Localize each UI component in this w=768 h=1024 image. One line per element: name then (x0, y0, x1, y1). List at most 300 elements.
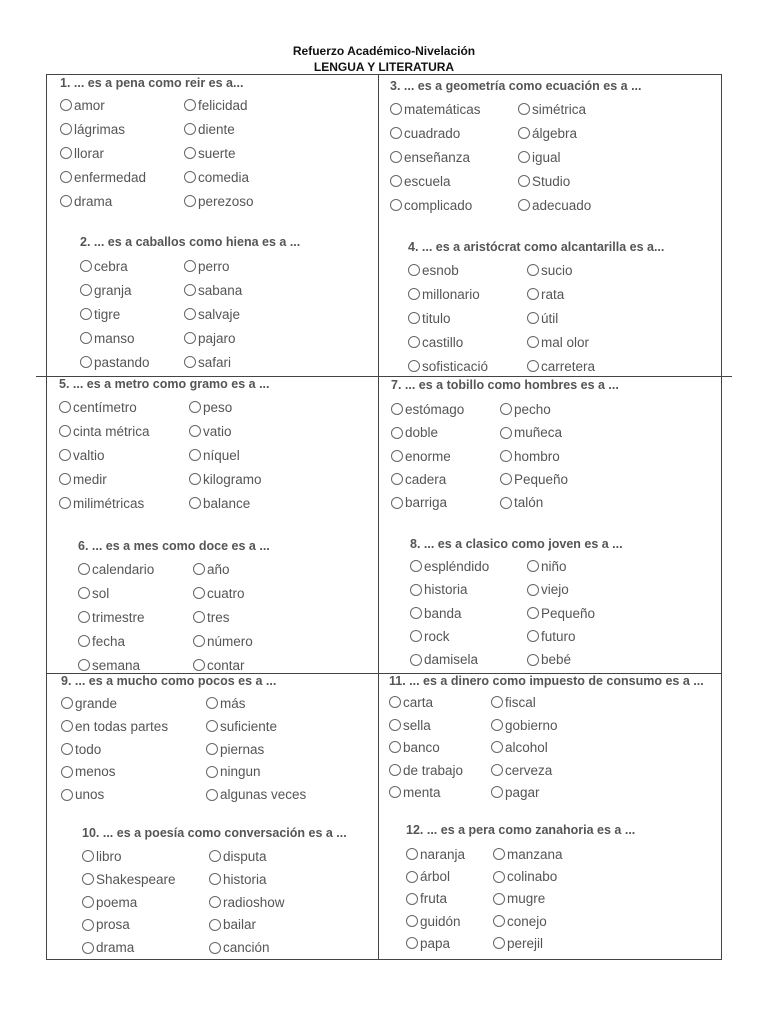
option-radio[interactable] (189, 446, 240, 466)
radio-circle-icon[interactable] (527, 264, 539, 276)
option-radio[interactable] (82, 893, 137, 913)
option-radio[interactable] (518, 100, 586, 120)
option-label: suerte (198, 146, 236, 161)
radio-circle-icon[interactable] (189, 473, 201, 485)
radio-circle-icon[interactable] (410, 607, 422, 619)
question-title: 2. ... es a caballos como hiena es a ... (80, 235, 301, 249)
radio-circle-icon[interactable] (61, 743, 73, 755)
option-radio[interactable] (80, 257, 128, 277)
option-radio[interactable] (518, 148, 561, 168)
option-radio[interactable] (518, 124, 577, 144)
radio-circle-icon[interactable] (78, 635, 90, 647)
option-label: piernas (220, 741, 265, 757)
radio-circle-icon[interactable] (408, 288, 420, 300)
radio-circle-icon[interactable] (82, 919, 94, 931)
option-radio[interactable] (527, 261, 573, 281)
option-radio[interactable] (390, 196, 472, 216)
option-label: historia (223, 871, 267, 887)
option-label: cadera (405, 471, 447, 487)
radio-circle-icon[interactable] (390, 127, 402, 139)
radio-circle-icon[interactable] (408, 336, 420, 348)
option-label: Pequeño (541, 605, 596, 621)
radio-circle-icon[interactable] (518, 127, 530, 139)
radio-circle-icon[interactable] (527, 607, 539, 619)
radio-circle-icon[interactable] (206, 766, 218, 778)
radio-circle-icon[interactable] (206, 697, 218, 709)
option-radio[interactable] (406, 845, 465, 865)
option-radio[interactable] (518, 196, 591, 216)
radio-circle-icon[interactable] (500, 427, 512, 439)
option-radio[interactable] (206, 762, 261, 782)
option-radio[interactable] (408, 261, 459, 281)
radio-circle-icon[interactable] (500, 450, 512, 462)
option-radio[interactable] (389, 693, 433, 713)
option-radio[interactable] (527, 604, 595, 624)
option-radio[interactable] (209, 893, 285, 913)
radio-circle-icon[interactable] (60, 123, 72, 135)
option-radio[interactable] (60, 168, 146, 188)
option-label: naranja (420, 847, 466, 862)
option-label: perezoso (198, 194, 254, 209)
radio-circle-icon[interactable] (193, 659, 205, 671)
radio-circle-icon[interactable] (61, 789, 73, 801)
radio-circle-icon[interactable] (408, 312, 420, 324)
option-radio[interactable] (406, 889, 447, 909)
option-radio[interactable] (193, 584, 245, 604)
radio-circle-icon[interactable] (184, 195, 196, 207)
radio-circle-icon[interactable] (80, 260, 92, 272)
option-radio[interactable] (59, 494, 144, 514)
option-radio[interactable] (518, 172, 570, 192)
option-radio[interactable] (491, 783, 540, 803)
option-radio[interactable] (206, 740, 264, 760)
radio-circle-icon[interactable] (59, 425, 71, 437)
option-radio[interactable] (193, 608, 230, 628)
option-radio[interactable] (60, 96, 105, 116)
option-radio[interactable] (184, 305, 240, 325)
radio-circle-icon[interactable] (406, 871, 418, 883)
radio-circle-icon[interactable] (390, 103, 402, 115)
option-label: todo (75, 741, 102, 757)
radio-circle-icon[interactable] (82, 942, 94, 954)
option-radio[interactable] (193, 656, 245, 676)
radio-circle-icon[interactable] (389, 741, 401, 753)
radio-circle-icon[interactable] (209, 850, 221, 862)
option-radio[interactable] (82, 915, 130, 935)
option-label: barriga (405, 495, 448, 511)
radio-circle-icon[interactable] (408, 264, 420, 276)
option-radio[interactable] (184, 192, 254, 212)
radio-circle-icon[interactable] (389, 786, 401, 798)
radio-circle-icon[interactable] (491, 719, 503, 731)
radio-circle-icon[interactable] (527, 560, 539, 572)
option-label: manzana (507, 847, 563, 862)
option-radio[interactable] (60, 144, 104, 164)
option-radio[interactable] (61, 717, 168, 737)
radio-circle-icon[interactable] (500, 473, 512, 485)
option-radio[interactable] (78, 560, 154, 580)
option-radio[interactable] (410, 650, 478, 670)
option-radio[interactable] (209, 870, 267, 890)
radio-circle-icon[interactable] (80, 356, 92, 368)
option-radio[interactable] (406, 912, 461, 932)
radio-circle-icon[interactable] (390, 151, 402, 163)
option-radio[interactable] (209, 847, 267, 867)
radio-circle-icon[interactable] (78, 611, 90, 623)
option-label: doble (405, 425, 439, 441)
radio-circle-icon[interactable] (61, 697, 73, 709)
option-radio[interactable] (527, 309, 558, 329)
radio-circle-icon[interactable] (60, 195, 72, 207)
option-radio[interactable] (59, 446, 105, 466)
option-radio[interactable] (209, 915, 256, 935)
radio-circle-icon[interactable] (78, 563, 90, 575)
radio-circle-icon[interactable] (189, 401, 201, 413)
option-radio[interactable] (391, 423, 438, 443)
radio-circle-icon[interactable] (78, 587, 90, 599)
option-radio[interactable] (59, 470, 107, 490)
radio-circle-icon[interactable] (60, 147, 72, 159)
option-radio[interactable] (391, 447, 451, 467)
option-label: trimestre (92, 610, 145, 625)
option-radio[interactable] (527, 650, 571, 670)
option-label: lágrimas (74, 122, 126, 137)
radio-circle-icon[interactable] (189, 449, 201, 461)
radio-circle-icon[interactable] (518, 103, 530, 115)
radio-circle-icon[interactable] (184, 260, 196, 272)
option-radio[interactable] (184, 353, 231, 373)
option-radio[interactable] (391, 470, 446, 490)
option-label: manso (94, 331, 135, 346)
option-radio[interactable] (209, 938, 270, 958)
radio-circle-icon[interactable] (189, 425, 201, 437)
option-radio[interactable] (391, 493, 447, 513)
radio-circle-icon[interactable] (391, 403, 403, 415)
radio-circle-icon[interactable] (184, 356, 196, 368)
option-label: banda (424, 605, 462, 621)
option-radio[interactable] (189, 398, 232, 418)
option-label: útil (541, 311, 559, 326)
radio-circle-icon[interactable] (391, 427, 403, 439)
radio-circle-icon[interactable] (391, 450, 403, 462)
option-radio[interactable] (389, 783, 441, 803)
option-radio[interactable] (193, 632, 253, 652)
option-radio[interactable] (61, 740, 101, 760)
radio-circle-icon[interactable] (491, 786, 503, 798)
option-radio[interactable] (184, 257, 230, 277)
radio-circle-icon[interactable] (61, 720, 73, 732)
option-radio[interactable] (500, 400, 551, 420)
radio-circle-icon[interactable] (493, 893, 505, 905)
option-radio[interactable] (410, 557, 489, 577)
option-radio[interactable] (193, 560, 230, 580)
option-radio[interactable] (500, 423, 562, 443)
radio-circle-icon[interactable] (527, 288, 539, 300)
option-radio[interactable] (59, 422, 150, 442)
radio-circle-icon[interactable] (209, 896, 221, 908)
option-radio[interactable] (80, 305, 120, 325)
option-label: pajaro (198, 331, 236, 346)
radio-circle-icon[interactable] (518, 199, 530, 211)
option-radio[interactable] (184, 144, 236, 164)
option-label: Studio (532, 174, 571, 189)
option-radio[interactable] (206, 694, 246, 714)
radio-circle-icon[interactable] (209, 873, 221, 885)
option-label: matemáticas (404, 102, 481, 117)
option-label: perejil (507, 935, 544, 951)
option-radio[interactable] (527, 333, 589, 353)
border-right (721, 74, 722, 960)
option-label: rock (424, 628, 450, 644)
option-radio[interactable] (493, 845, 563, 865)
option-radio[interactable] (410, 604, 462, 624)
option-radio[interactable] (59, 398, 137, 418)
radio-circle-icon[interactable] (391, 473, 403, 485)
radio-circle-icon[interactable] (390, 175, 402, 187)
option-label: cinta métrica (73, 424, 150, 439)
option-label: fecha (92, 634, 126, 649)
option-radio[interactable] (408, 357, 488, 377)
radio-circle-icon[interactable] (527, 336, 539, 348)
option-radio[interactable] (406, 867, 450, 887)
radio-circle-icon[interactable] (518, 151, 530, 163)
radio-circle-icon[interactable] (184, 123, 196, 135)
option-radio[interactable] (406, 934, 450, 954)
option-radio[interactable] (389, 738, 440, 758)
option-radio[interactable] (78, 608, 145, 628)
option-radio[interactable] (82, 938, 134, 958)
radio-circle-icon[interactable] (527, 584, 539, 596)
option-label: valtio (73, 448, 105, 463)
radio-circle-icon[interactable] (82, 896, 94, 908)
radio-circle-icon[interactable] (408, 360, 420, 372)
radio-circle-icon[interactable] (410, 654, 422, 666)
radio-circle-icon[interactable] (184, 284, 196, 296)
option-radio[interactable] (61, 785, 104, 805)
option-label: igual (532, 150, 561, 165)
option-radio[interactable] (184, 96, 248, 116)
option-radio[interactable] (390, 148, 470, 168)
option-radio[interactable] (78, 656, 140, 676)
option-label: esnob (422, 263, 459, 278)
option-radio[interactable] (527, 627, 576, 647)
option-radio[interactable] (390, 172, 451, 192)
option-label: complicado (404, 198, 473, 213)
option-label: enorme (405, 448, 451, 464)
option-radio[interactable] (408, 333, 463, 353)
column-divider (378, 74, 379, 960)
radio-circle-icon[interactable] (493, 871, 505, 883)
option-label: menos (75, 764, 116, 780)
option-radio[interactable] (78, 632, 125, 652)
option-radio[interactable] (527, 557, 567, 577)
option-radio[interactable] (491, 693, 536, 713)
option-radio[interactable] (189, 422, 232, 442)
option-radio[interactable] (527, 285, 564, 305)
radio-circle-icon[interactable] (493, 848, 505, 860)
option-radio[interactable] (389, 716, 431, 736)
option-radio[interactable] (80, 329, 135, 349)
radio-circle-icon[interactable] (500, 403, 512, 415)
question-title: 10. ... es a poesía como conversación es a ... (82, 826, 347, 840)
option-radio[interactable] (491, 738, 548, 758)
radio-circle-icon[interactable] (406, 893, 418, 905)
option-label: estómago (405, 402, 465, 417)
option-label: carretera (541, 359, 596, 374)
option-label: banco (403, 740, 440, 755)
option-label: millonario (422, 287, 480, 302)
option-radio[interactable] (500, 470, 568, 490)
option-radio[interactable] (493, 934, 543, 954)
option-radio[interactable] (82, 847, 122, 867)
option-radio[interactable] (491, 761, 552, 781)
option-label: comedia (198, 170, 250, 185)
option-radio[interactable] (408, 309, 451, 329)
radio-circle-icon[interactable] (61, 766, 73, 778)
option-label: talón (514, 495, 544, 511)
option-label: conejo (507, 913, 547, 929)
radio-circle-icon[interactable] (193, 635, 205, 647)
option-label: alcohol (505, 740, 548, 755)
option-radio[interactable] (389, 761, 463, 781)
radio-circle-icon[interactable] (193, 587, 205, 599)
option-radio[interactable] (60, 120, 125, 140)
option-label: año (207, 562, 230, 577)
radio-circle-icon[interactable] (59, 449, 71, 461)
option-radio[interactable] (493, 867, 557, 887)
option-radio[interactable] (78, 584, 109, 604)
option-label: pagar (505, 785, 540, 800)
radio-circle-icon[interactable] (518, 175, 530, 187)
option-radio[interactable] (408, 285, 480, 305)
radio-circle-icon[interactable] (80, 308, 92, 320)
radio-circle-icon[interactable] (184, 332, 196, 344)
option-radio[interactable] (391, 400, 464, 420)
radio-circle-icon[interactable] (406, 937, 418, 949)
radio-circle-icon[interactable] (493, 915, 505, 927)
question-title: 9. ... es a mucho como pocos es a ... (61, 674, 277, 688)
option-radio[interactable] (80, 281, 132, 301)
option-radio[interactable] (206, 717, 277, 737)
option-label: niño (541, 559, 567, 574)
option-radio[interactable] (61, 694, 117, 714)
option-label: enfermedad (74, 170, 147, 185)
radio-circle-icon[interactable] (59, 473, 71, 485)
radio-circle-icon[interactable] (500, 497, 512, 509)
radio-circle-icon[interactable] (209, 919, 221, 931)
radio-circle-icon[interactable] (493, 937, 505, 949)
option-radio[interactable] (184, 120, 235, 140)
option-radio[interactable] (61, 762, 116, 782)
question-title: 5. ... es a metro como gramo es a ... (59, 377, 270, 391)
radio-circle-icon[interactable] (410, 630, 422, 642)
option-radio[interactable] (493, 889, 545, 909)
radio-circle-icon[interactable] (491, 764, 503, 776)
option-radio[interactable] (189, 494, 250, 514)
option-radio[interactable] (527, 357, 595, 377)
option-radio[interactable] (390, 124, 460, 144)
radio-circle-icon[interactable] (184, 99, 196, 111)
radio-circle-icon[interactable] (491, 696, 503, 708)
radio-circle-icon[interactable] (389, 764, 401, 776)
option-radio[interactable] (184, 329, 236, 349)
radio-circle-icon[interactable] (406, 848, 418, 860)
radio-circle-icon[interactable] (391, 497, 403, 509)
option-radio[interactable] (410, 627, 450, 647)
option-radio[interactable] (80, 353, 150, 373)
option-radio[interactable] (493, 912, 547, 932)
option-radio[interactable] (82, 870, 176, 890)
radio-circle-icon[interactable] (80, 332, 92, 344)
option-radio[interactable] (189, 470, 262, 490)
option-radio[interactable] (491, 716, 558, 736)
radio-circle-icon[interactable] (59, 497, 71, 509)
radio-circle-icon[interactable] (184, 147, 196, 159)
option-label: prosa (96, 917, 130, 933)
option-label: de trabajo (403, 762, 464, 778)
question-title: 1. ... es a pena como reir es a... (60, 76, 244, 90)
radio-circle-icon[interactable] (189, 497, 201, 509)
radio-circle-icon[interactable] (390, 199, 402, 211)
radio-circle-icon[interactable] (193, 563, 205, 575)
option-radio[interactable] (527, 580, 569, 600)
border-top (46, 74, 722, 75)
radio-circle-icon[interactable] (527, 630, 539, 642)
option-radio[interactable] (184, 281, 242, 301)
radio-circle-icon[interactable] (206, 720, 218, 732)
radio-circle-icon[interactable] (206, 789, 218, 801)
option-radio[interactable] (390, 100, 481, 120)
radio-circle-icon[interactable] (410, 584, 422, 596)
option-radio[interactable] (206, 785, 306, 805)
radio-circle-icon[interactable] (527, 360, 539, 372)
radio-circle-icon[interactable] (209, 942, 221, 954)
radio-circle-icon[interactable] (206, 743, 218, 755)
option-label: sofisticació (422, 359, 489, 374)
option-radio[interactable] (500, 447, 560, 467)
radio-circle-icon[interactable] (59, 401, 71, 413)
radio-circle-icon[interactable] (60, 171, 72, 183)
radio-circle-icon[interactable] (60, 99, 72, 111)
radio-circle-icon[interactable] (80, 284, 92, 296)
option-radio[interactable] (500, 493, 543, 513)
radio-circle-icon[interactable] (527, 312, 539, 324)
radio-circle-icon[interactable] (82, 873, 94, 885)
option-radio[interactable] (60, 192, 112, 212)
radio-circle-icon[interactable] (389, 696, 401, 708)
radio-circle-icon[interactable] (82, 850, 94, 862)
option-label: espléndido (424, 559, 490, 574)
radio-circle-icon[interactable] (406, 915, 418, 927)
question-title: 8. ... es a clasico como joven es a ... (410, 537, 623, 551)
option-radio[interactable] (184, 168, 249, 188)
option-label: número (207, 634, 253, 649)
radio-circle-icon[interactable] (193, 611, 205, 623)
radio-circle-icon[interactable] (184, 308, 196, 320)
radio-circle-icon[interactable] (389, 719, 401, 731)
radio-circle-icon[interactable] (184, 171, 196, 183)
option-radio[interactable] (410, 580, 468, 600)
option-label: níquel (203, 448, 240, 463)
option-label: drama (74, 194, 113, 209)
radio-circle-icon[interactable] (410, 560, 422, 572)
option-label: perro (198, 259, 230, 274)
radio-circle-icon[interactable] (527, 654, 539, 666)
option-label: sabana (198, 283, 243, 298)
option-label: cuadrado (404, 126, 461, 141)
radio-circle-icon[interactable] (491, 741, 503, 753)
radio-circle-icon[interactable] (78, 659, 90, 671)
